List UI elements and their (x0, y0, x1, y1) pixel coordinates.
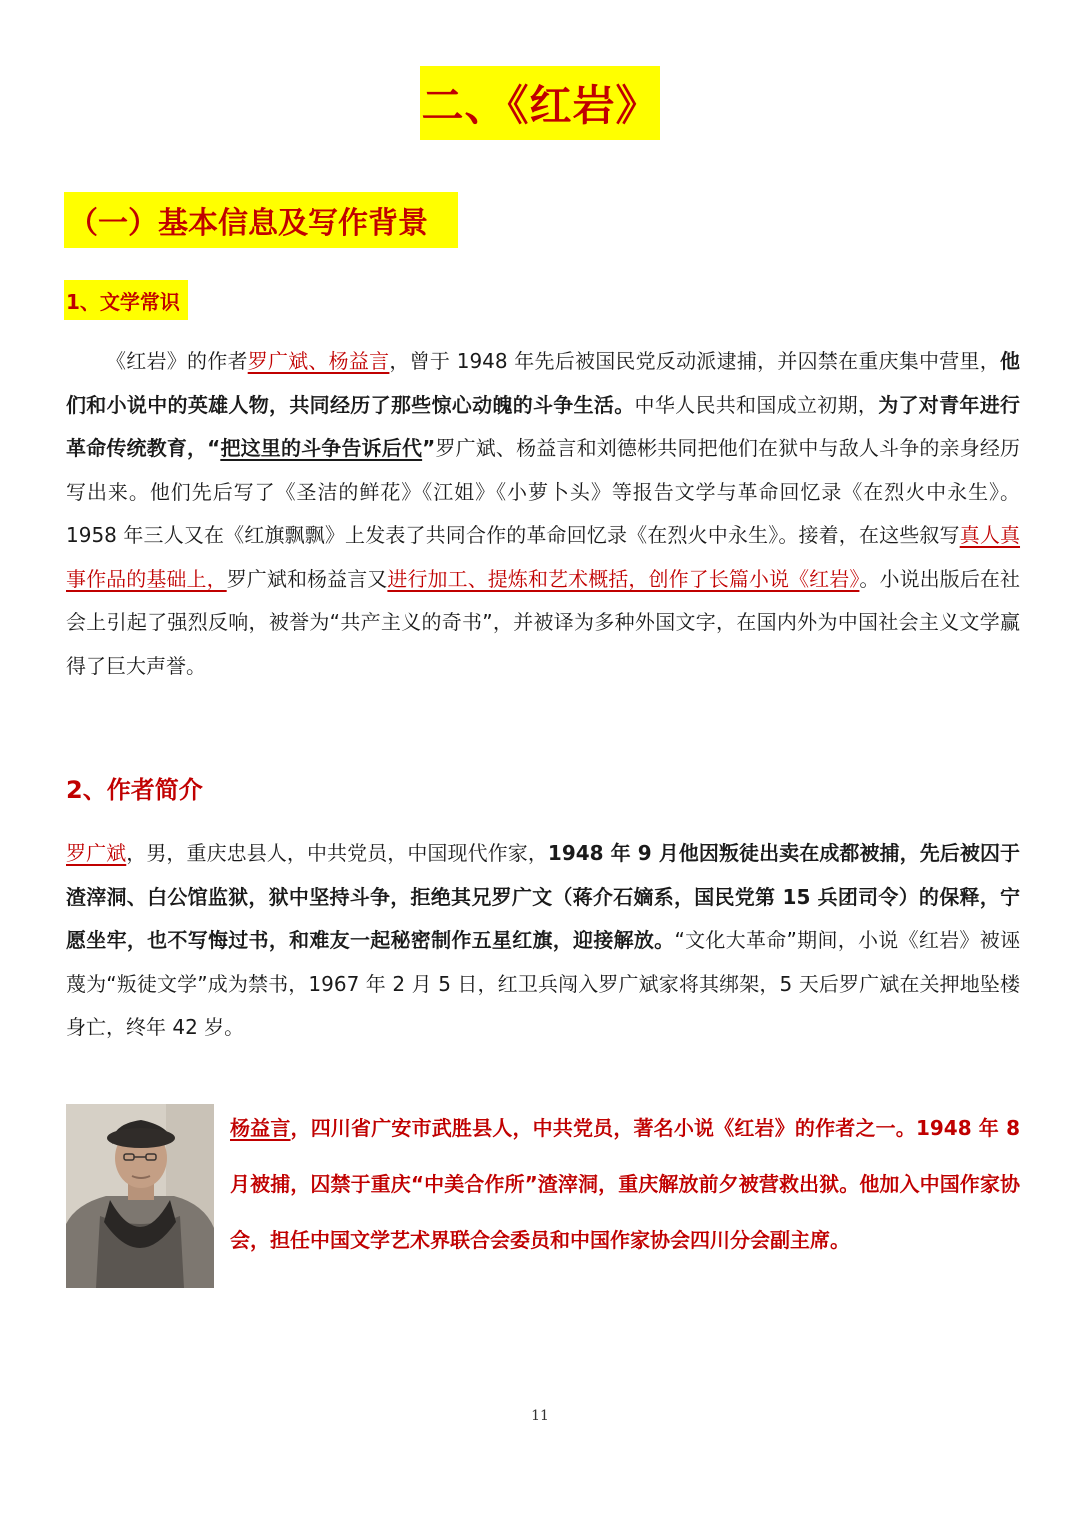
text-run: 中华人民共和国成立初期， (634, 392, 879, 417)
author-name-yang: 杨益言 (230, 1116, 291, 1140)
page-number: 11 (531, 1408, 549, 1424)
text-run: 罗广斌和杨益言又 (226, 566, 388, 591)
authors-highlight: 罗广斌、杨益言 (247, 349, 390, 373)
paragraph-luo-guangbin (66, 832, 1020, 1050)
bold-run: 他们和小说中的英雄人物，共同经历了那些惊心动魄的斗争生活。 (66, 349, 1021, 417)
subheading-1-highlight (64, 280, 188, 320)
author-portrait-photo (66, 1104, 214, 1288)
page-title: 二、《红岩》 (421, 81, 659, 130)
bold-run: 1948 年 9 月他因叛徒出卖在成都被捕，先后被囚于渣滓洞、白公馆监狱，狱中坚持斗争，拒绝其兄罗广文（蒋介石嫡系，国民党第 15 兵团司令）的保释，宁愿坐牢，也不写悔过书，和难友一起秘密制作五星红旗，迎接解放。 (66, 841, 1021, 952)
quote-close: ” (422, 436, 436, 460)
section-heading: （一）基本信息及写作背景 (68, 206, 428, 241)
subheading-literary-knowledge: 1、文学常识 (66, 289, 180, 314)
text-run: 。小说出版后在社会上引起了强烈反响，被誉为“共产主义的奇书”，并被译为多种外国文字，在国内外为中国社会主义文学赢得了巨大声誉。 (66, 566, 1021, 678)
portrait-illustration (66, 1104, 214, 1288)
text-run: 罗广斌、杨益言和刘德彬共同把他们在狱中与敌人斗争的亲身经历写出来。他们先后写了《圣洁的鲜花》《江姐》《小萝卜头》等报告文学与革命回忆录《在烈火中永生》。1958 年三人又在《红旗飘飘》上发表了共同合作的革命回忆录《在烈火中永生》。接着，在这些叙写 (66, 436, 1021, 547)
underlined-bold-run: 把这里的斗争告诉后代 (220, 436, 423, 460)
text-run: “文化大革命”期间，小说《红岩》被诬蔑为“叛徒文学”成为禁书，1967 年 2 月 5 日，红卫兵闯入罗广斌家将其绑架，5 天后罗广斌在关押地坠楼身亡，终年 42 岁。 (66, 928, 1020, 1039)
section-heading-highlight (64, 192, 458, 248)
subheading-author-intro: 2、作者简介 (66, 776, 203, 804)
bold-red-run: ，四川省广安市武胜县人，中共党员，著名小说《红岩》的作者之一。1948 年 8 月被捕，囚禁于重庆“中美合作所”渣滓洞，重庆解放前夕被营救出狱。他加入中国作家协会，担任中国文学艺术界联合会委员和中国作家协会四川分会副主席。 (230, 1116, 1020, 1252)
bold-run: 为了对青年进行革命传统教育， (66, 392, 1021, 460)
quote-open: “ (207, 436, 221, 460)
author-name-luo: 罗广斌 (66, 841, 127, 865)
title-highlight (420, 66, 660, 140)
red-underline-run: 进行加工、提炼和艺术概括，创作了长篇小说《红岩》 (387, 566, 860, 591)
text-run: ，男，重庆忠县人，中共党员，中国现代作家， (126, 841, 548, 865)
text-run: 《红岩》的作者 (106, 349, 248, 373)
red-underline-run: 真人真事作品的基础上， (66, 523, 1021, 591)
paragraph-literary-knowledge (66, 340, 1020, 688)
paragraph-yang-yiyan (230, 1100, 1020, 1268)
text-run: ，曾于 1948 年先后被国民党反动派逮捕，并囚禁在重庆集中营里， (389, 349, 1001, 373)
